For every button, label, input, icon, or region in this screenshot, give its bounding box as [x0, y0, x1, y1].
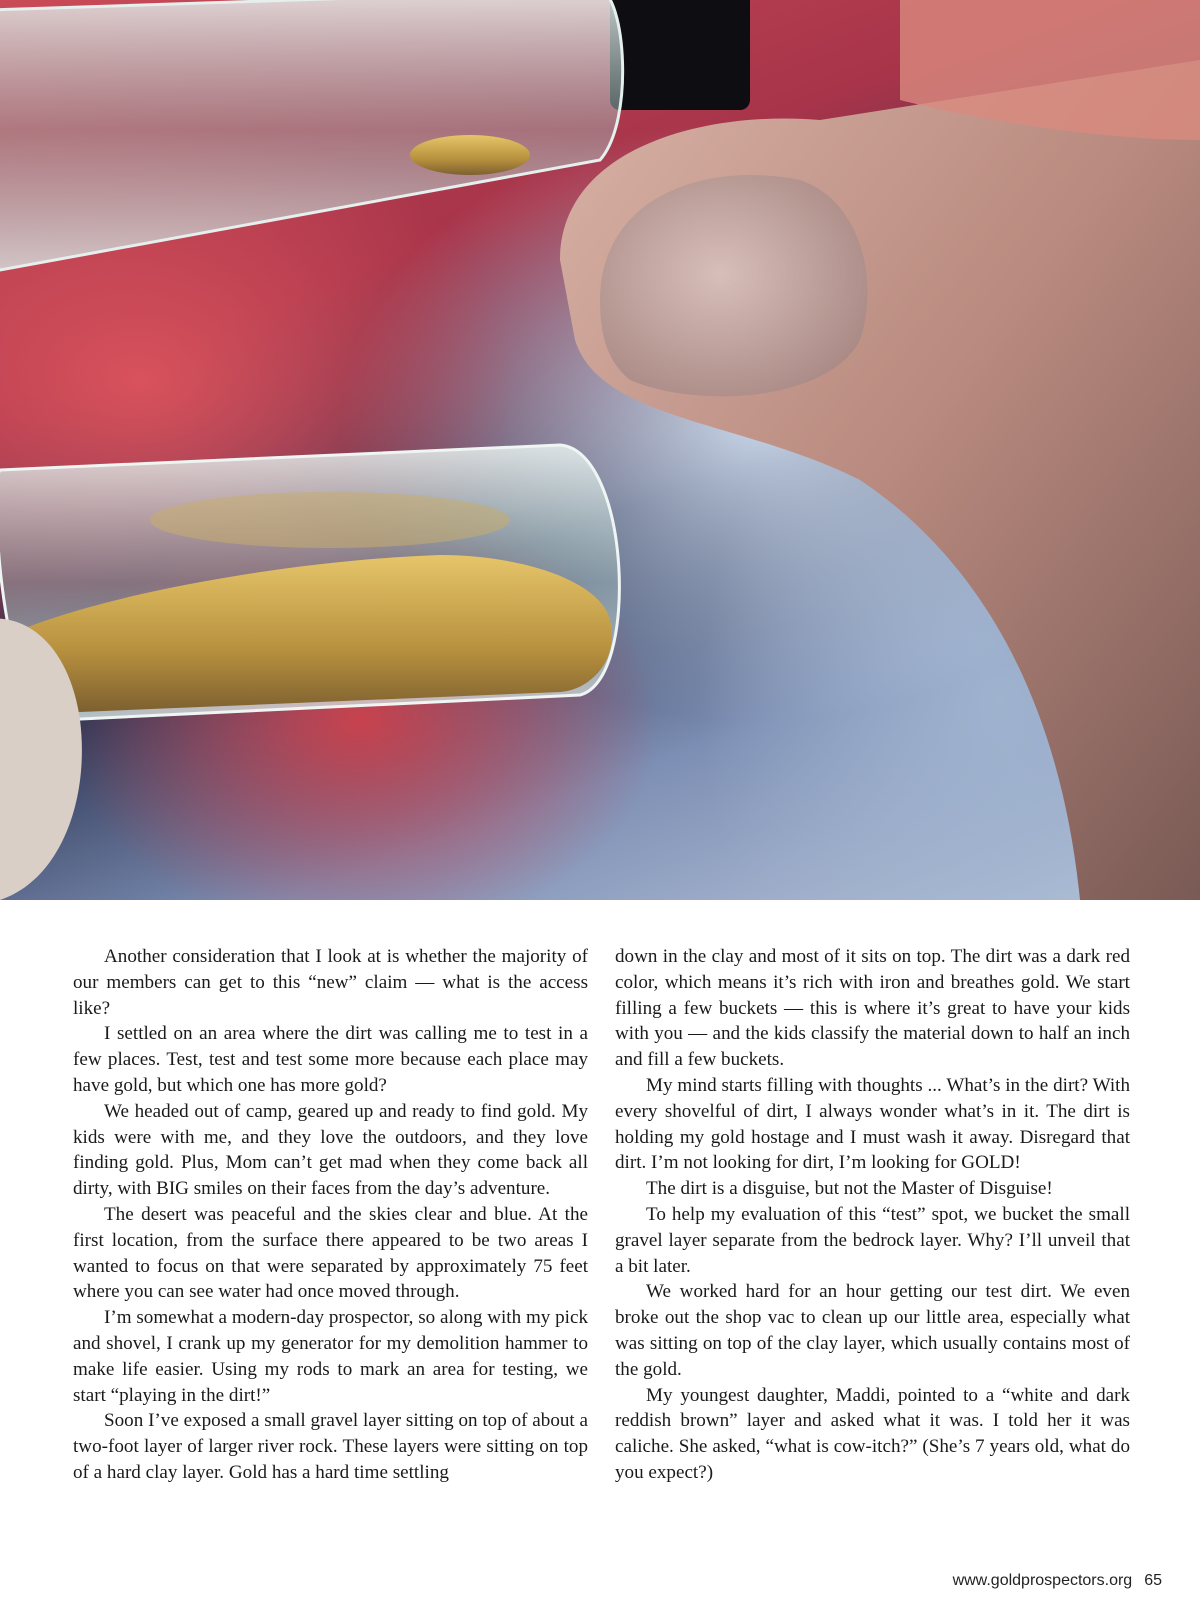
paragraph: The desert was peaceful and the skies clear and blue. At the first location, from the surface there appeared to be two areas I wanted to focus on that were separated by approximately 75 feet where you can see water had once moved through.: [73, 1203, 588, 1303]
paragraph: My mind starts filling with thoughts ... What’s in the dirt? With every shovelful of dirt, I always wonder what’s in it. The dirt is holding my gold hostage and I must wash it away. Disregard that dirt. I’m not looking for dirt, I’m looking for GOLD!: [615, 1074, 1130, 1174]
paragraph: I settled on an area where the dirt was calling me to test in a few places. Test, test and test some more because each place may have gold, but which one has more gold?: [73, 1023, 588, 1096]
paragraph: The dirt is a disguise, but not the Master of Disguise!: [646, 1178, 1053, 1200]
page-footer: [953, 1572, 1162, 1590]
paragraph: We headed out of camp, geared up and ready to find gold. My kids were with me, and they love the outdoors, and they love finding gold. Plus, Mom can’t get mad when they come back all dirty, with BIG smiles on their faces from the day’s adventure.: [73, 1100, 588, 1200]
footer-website: www.goldprospectors.org: [952, 1572, 1133, 1589]
paragraph: I’m somewhat a modern-day prospector, so along with my pick and shovel, I crank up my generator for my demolition hammer to make life easier. Using my rods to mark an area for testing, we start “playing in the dirt!”: [73, 1307, 588, 1406]
paragraph: My youngest daughter, Maddi, pointed to a “white and dark reddish brown” layer and asked what it was. I told her it was caliche. She asked, “what is cow-itch?” (She’s 7 years old, what do you expect?): [615, 1384, 1130, 1483]
vial-cap: [610, 0, 750, 110]
paragraph: To help my evaluation of this “test” spot, we bucket the small gravel layer separate from the bedrock layer. Why? I’ll unveil that a bit later.: [615, 1203, 1130, 1277]
upper-vial: [0, 0, 623, 270]
paragraph: Another consideration that I look at is whether the majority of our members can get to this “new” claim — what is the access like?: [73, 946, 588, 1019]
article-columns: [73, 944, 1130, 1524]
paragraph-continuation: down in the clay and most of it sits on top. The dirt was a dark red color, which means it’s rich with iron and breathes gold. We start filling a few buckets — this is where it’s great to have your kids with you — and the kids classify the material down to half an inch and fill a few buckets.: [615, 946, 1130, 1071]
upper-vial-gold: [410, 135, 530, 175]
page-number: 65: [1144, 1572, 1162, 1589]
column-left: [73, 944, 588, 1524]
paragraph: Soon I’ve exposed a small gravel layer sitting on top of about a two-foot layer of larger river rock. These layers were sitting on top of a hard clay layer. Gold has a hard time settling: [73, 1410, 588, 1483]
gold-dust: [150, 492, 510, 548]
column-right: [615, 944, 1130, 1524]
paragraph: We worked hard for an hour getting our test dirt. We even broke out the shop vac to clean up our little area, especially what was sitting on top of the clay layer, which usually contains most of the gold.: [615, 1281, 1130, 1380]
thumb: [560, 60, 1200, 900]
